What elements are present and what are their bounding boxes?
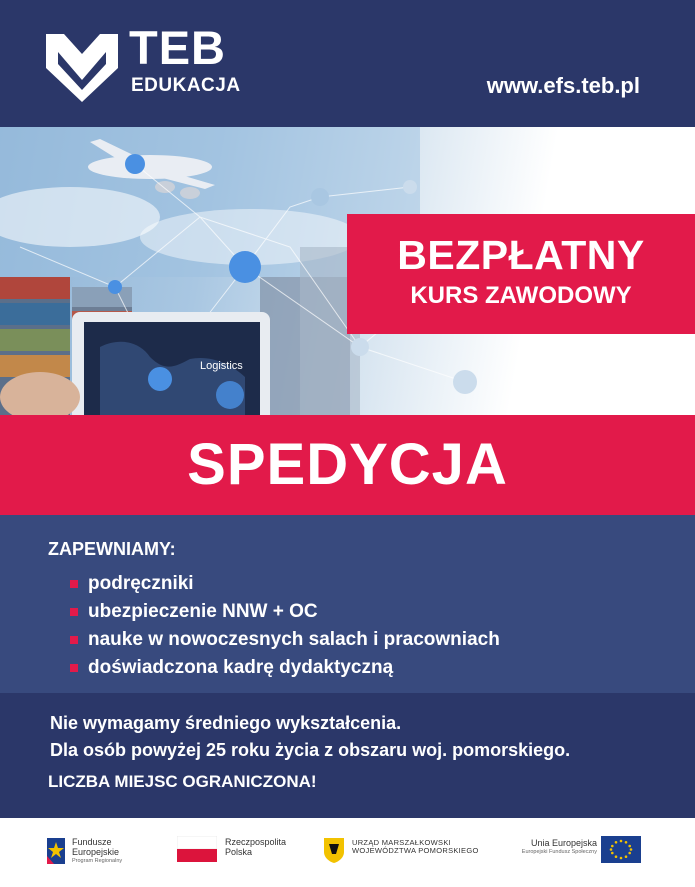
pomorskie-coat-of-arms-icon xyxy=(322,836,346,864)
free-course-badge xyxy=(347,214,695,334)
hero-image xyxy=(0,127,695,415)
fe-star-icon xyxy=(45,836,67,866)
list-item: nauke w nowoczesnych salach i pracowniach xyxy=(70,626,500,654)
header xyxy=(0,0,695,127)
list-item: ubezpieczenie NNW + OC xyxy=(70,598,500,626)
benefits-section xyxy=(0,515,695,693)
benefits-heading: ZAPEWNIAMY: xyxy=(48,539,176,559)
course-title: SPEDYCJA xyxy=(187,432,508,497)
ue-line2: Europejski Fundusz Społeczny xyxy=(521,848,597,855)
teb-logo-icon xyxy=(42,28,122,108)
polish-flag-icon xyxy=(177,836,217,862)
bullet-icon xyxy=(70,664,78,672)
note-limited-places: LICZBA MIEJSC OGRANICZONA! xyxy=(48,772,317,791)
badge-line1: BEZPŁATNY xyxy=(397,232,645,278)
funding-logos-footer xyxy=(0,818,695,887)
badge-line2: KURS ZAWODOWY xyxy=(410,282,632,310)
um-line1: URZĄD MARSZAŁKOWSKI xyxy=(352,838,452,847)
logo-edukacja: EDUKACJA xyxy=(131,75,241,96)
bullet-icon xyxy=(70,636,78,644)
fe-line2: Europejskie xyxy=(72,846,120,857)
logo-teb: TEB xyxy=(129,21,226,74)
note-education: Nie wymagamy średniego wykształcenia. xyxy=(50,713,402,733)
fe-line3: Program Regionalny xyxy=(72,857,123,864)
bullet-icon xyxy=(70,608,78,616)
website-url[interactable]: www.efs.teb.pl xyxy=(486,73,640,98)
um-line2: WOJEWÓDZTWA POMORSKIEGO xyxy=(352,846,479,856)
fe-line1: Fundusze xyxy=(72,837,112,847)
note-age-region: Dla osób powyżej 25 roku życia z obszaru woj. pomorskiego. xyxy=(50,740,571,760)
list-item: doświadczona kadrę dydaktyczną xyxy=(70,654,500,682)
tablet-label: Logistics xyxy=(200,360,243,372)
rp-line2: Polska xyxy=(225,846,253,857)
course-title-band xyxy=(0,415,695,515)
benefits-list xyxy=(70,570,500,682)
list-item: podręczniki xyxy=(70,570,500,598)
rp-line1: Rzeczpospolita xyxy=(225,837,287,847)
ue-line1: Unia Europejska xyxy=(530,838,597,848)
bullet-icon xyxy=(70,580,78,588)
requirements-section xyxy=(0,693,695,818)
eu-flag-icon xyxy=(601,836,641,863)
